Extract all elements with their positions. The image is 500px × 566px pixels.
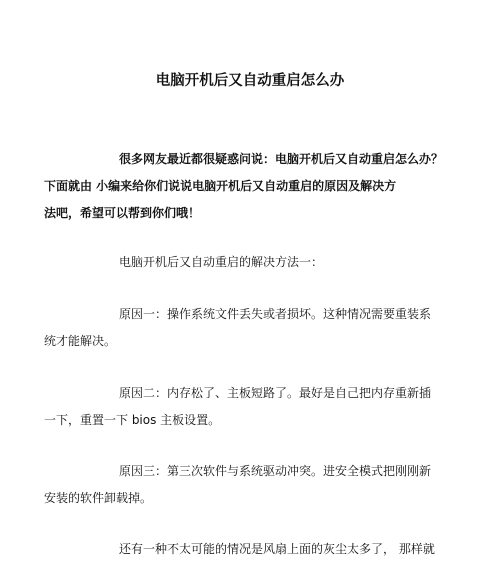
paragraph-intro xyxy=(44,146,460,227)
paragraph-cause-3 xyxy=(44,458,460,512)
paragraph-extra xyxy=(44,536,460,563)
paragraph-line: 原因一：操作系统文件丢失或者损坏。这种情况需要重装系 xyxy=(119,307,432,321)
paragraph-line: 原因三：第三次软件与系统驱动冲突。进安全模式把刚刚新 xyxy=(119,464,432,478)
paragraph-line: 很多网友最近都很疑惑问说：电脑开机后又自动重启怎么办？ xyxy=(119,152,444,166)
paragraph-cause-2 xyxy=(44,380,460,434)
paragraph-line: 下面就由 小编来给你们说说电脑开机后又自动重启的原因及解决方 xyxy=(44,179,397,193)
paragraph-method-heading xyxy=(44,249,460,276)
document-title: 电脑开机后又自动重启怎么办 xyxy=(155,73,345,89)
paragraph-line: 原因二：内存松了、主板短路了。最好是自己把内存重新插 xyxy=(119,386,432,400)
paragraph-line: 一下，重置一下 bios 主板设置。 xyxy=(44,413,221,427)
paragraph-line: 安装的软件卸载掉。 xyxy=(44,491,153,505)
paragraph-line: 法吧，希望可以帮到你们哦！ xyxy=(44,206,201,220)
paragraph-line: 还有一种不太可能的情况是风扇上面的灰尘太多了， 那样就 xyxy=(119,542,435,556)
paragraph-cause-1 xyxy=(44,301,460,355)
paragraph-line: 统才能解决。 xyxy=(44,334,117,348)
paragraph-line: 电脑开机后又自动重启的解决方法一： xyxy=(119,255,324,269)
